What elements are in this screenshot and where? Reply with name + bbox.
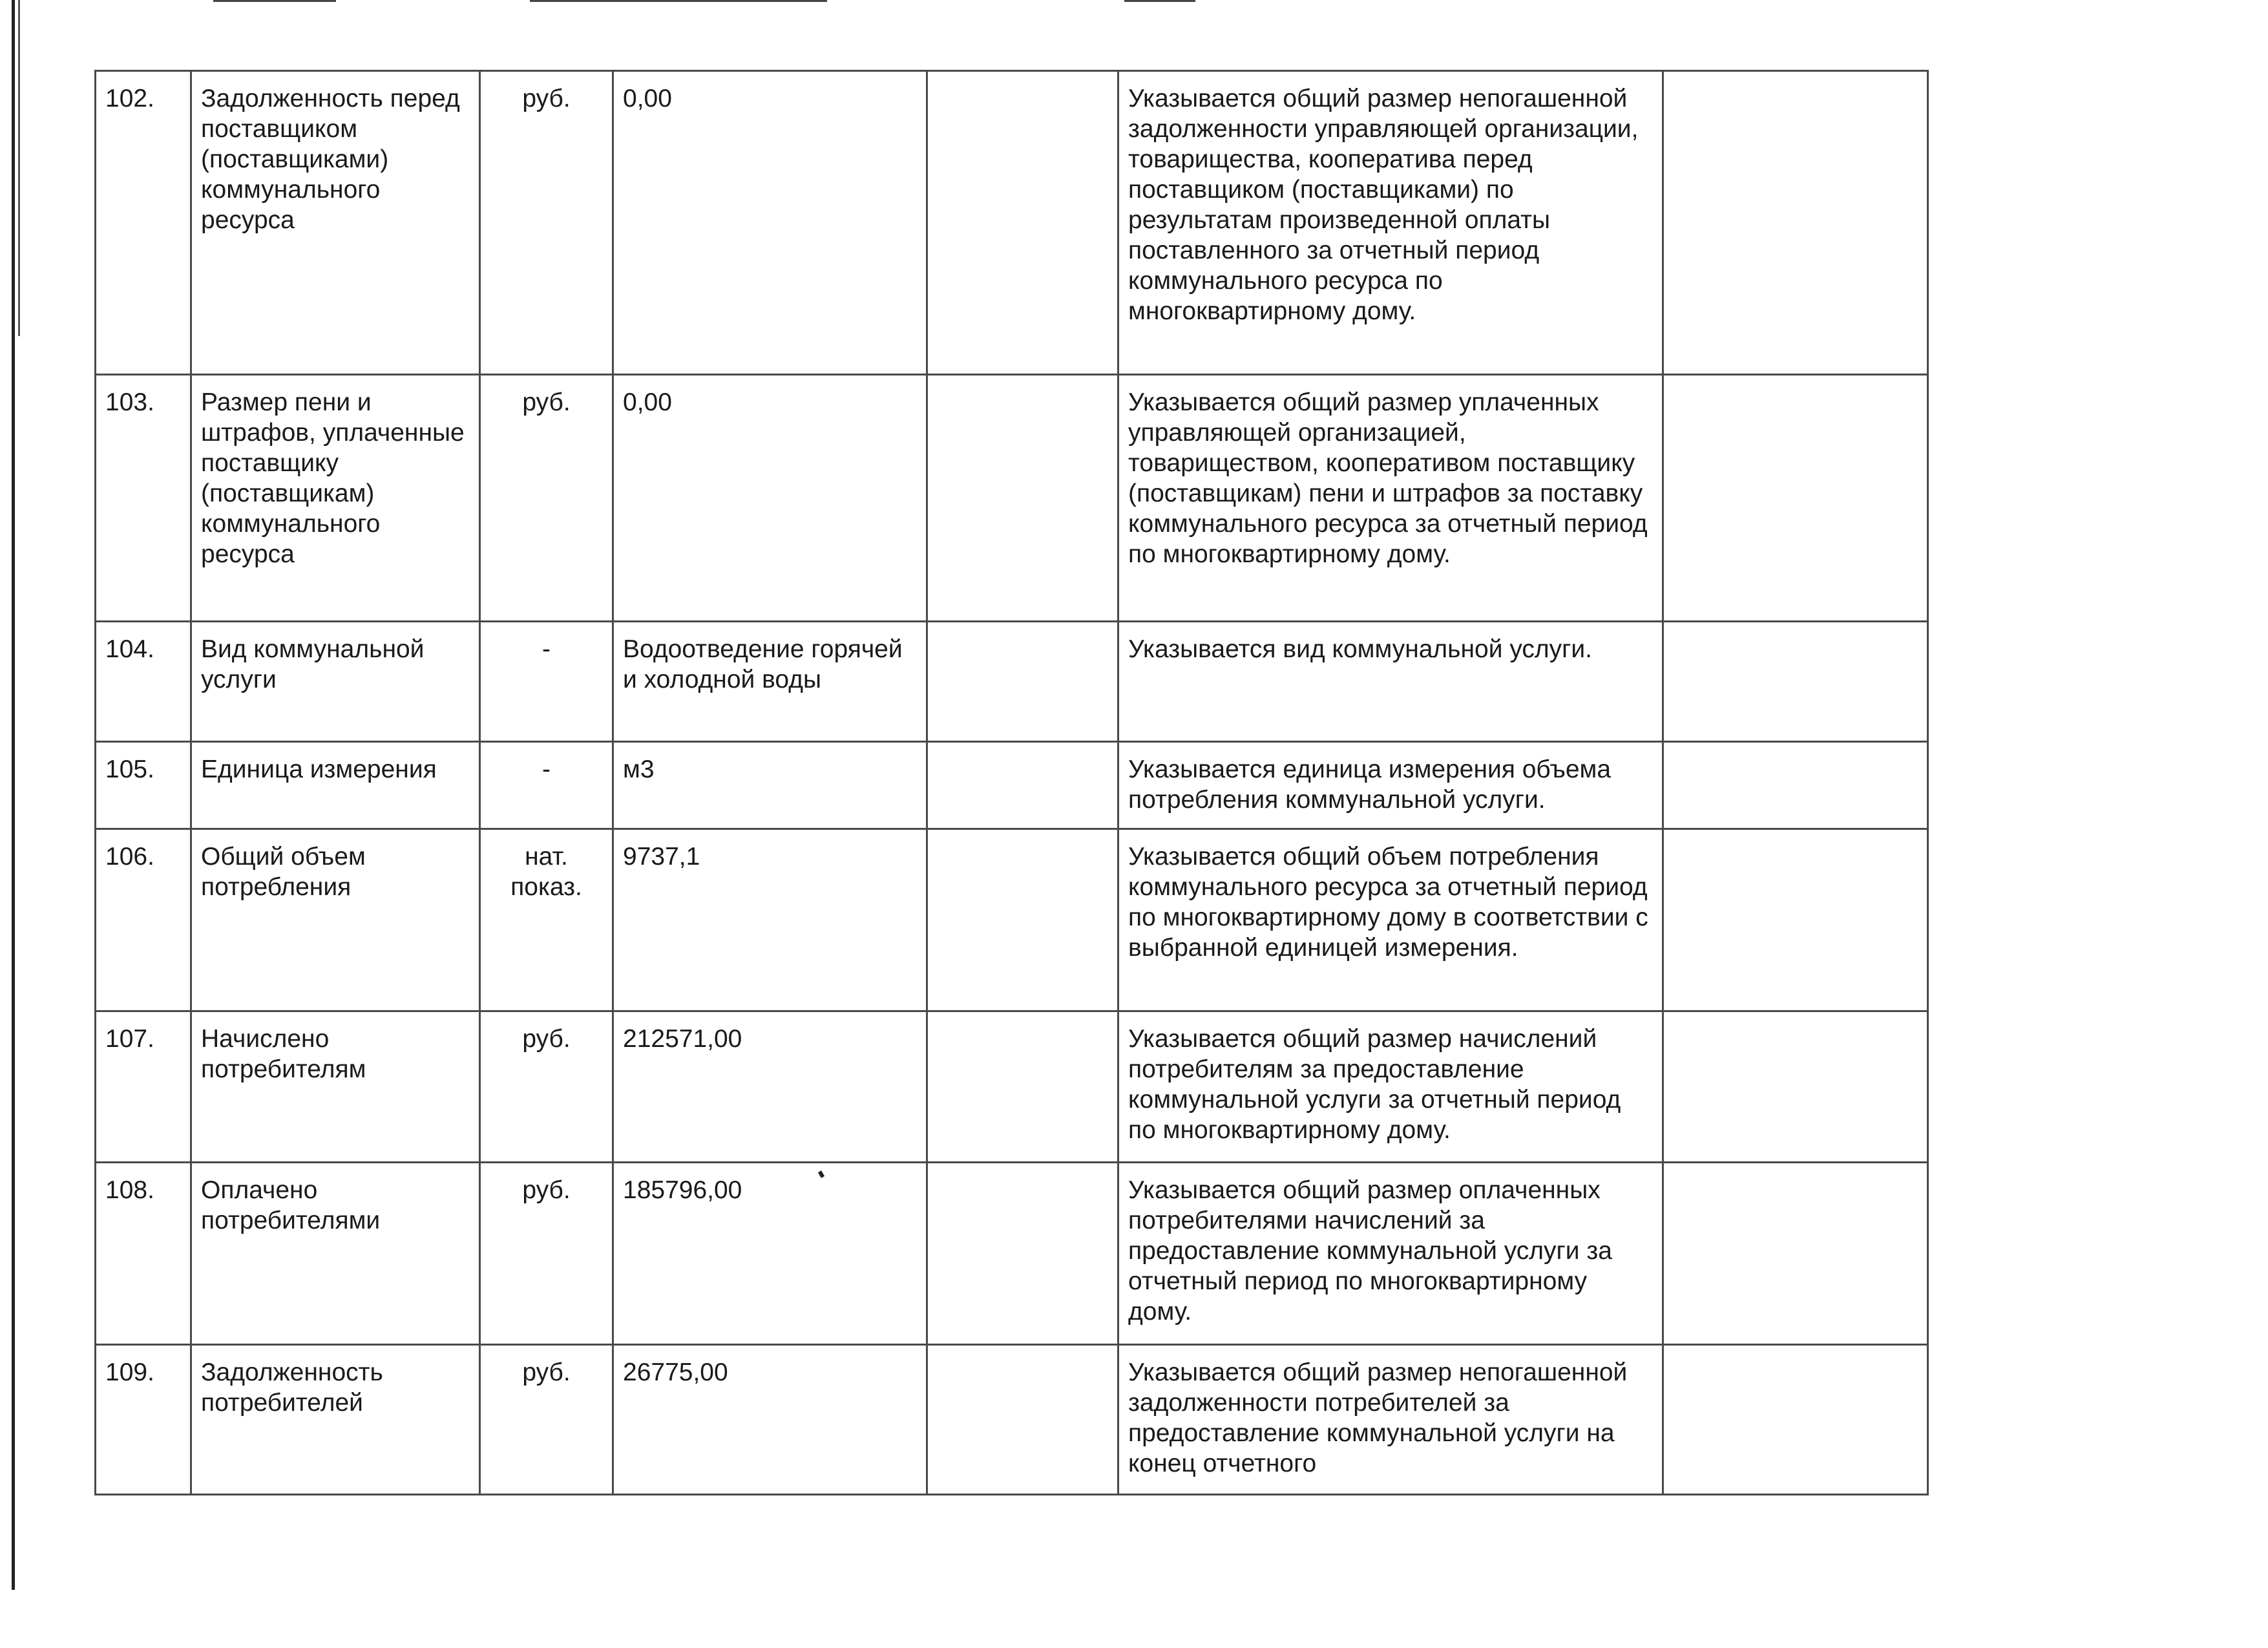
unit-cell: - <box>480 742 613 829</box>
value-cell: 0,00 <box>613 71 927 375</box>
table-row <box>96 742 1928 829</box>
indicator-name: Размер пени и штрафов, уплаченные поставщику (поставщикам) коммунального ресурса <box>191 375 480 622</box>
scan-top-mark <box>1124 0 1195 2</box>
note-cell <box>1663 71 1928 375</box>
description-cell: Указывается общий размер непогашенной задолженности потребителей за предоставление коммунальной услуги на конец отчетного <box>1118 1345 1663 1495</box>
utility-report-table <box>94 70 1929 1495</box>
empty-cell <box>927 375 1118 622</box>
empty-cell <box>927 1345 1118 1495</box>
empty-cell <box>927 742 1118 829</box>
row-number: 104. <box>96 622 191 742</box>
unit-cell: руб. <box>480 375 613 622</box>
indicator-name: Начислено потребителям <box>191 1011 480 1163</box>
row-number: 102. <box>96 71 191 375</box>
unit-cell: руб. <box>480 1345 613 1495</box>
note-cell <box>1663 1345 1928 1495</box>
table-row <box>96 71 1928 375</box>
description-cell: Указывается общий размер оплаченных потребителями начислений за предоставление коммунальной услуги за отчетный период по многоквартирному дому. <box>1118 1163 1663 1345</box>
table-row <box>96 1163 1928 1345</box>
unit-cell: руб. <box>480 1163 613 1345</box>
row-number: 105. <box>96 742 191 829</box>
scan-top-mark <box>213 0 336 2</box>
unit-cell: руб. <box>480 71 613 375</box>
empty-cell <box>927 829 1118 1011</box>
note-cell <box>1663 622 1928 742</box>
note-cell <box>1663 1011 1928 1163</box>
value-cell: м3 <box>613 742 927 829</box>
description-cell: Указывается единица измерения объема потребления коммунальной услуги. <box>1118 742 1663 829</box>
table-row <box>96 622 1928 742</box>
indicator-name: Вид коммунальной услуги <box>191 622 480 742</box>
indicator-name: Задолженность потребителей <box>191 1345 480 1495</box>
value-cell: Водоотведение горячей и холодной воды <box>613 622 927 742</box>
table-row <box>96 829 1928 1011</box>
value-cell: 0,00 <box>613 375 927 622</box>
row-number: 109. <box>96 1345 191 1495</box>
value-cell: 185796,00 <box>613 1163 927 1345</box>
note-cell <box>1663 375 1928 622</box>
empty-cell <box>927 1011 1118 1163</box>
row-number: 108. <box>96 1163 191 1345</box>
note-cell <box>1663 829 1928 1011</box>
description-cell: Указывается общий размер уплаченных управляющей организацией, товариществом, кооперативом поставщику (поставщикам) пени и штрафов за поставку коммунального ресурса за отчетный период по многоквартирному дому. <box>1118 375 1663 622</box>
table-row <box>96 1345 1928 1495</box>
table-row <box>96 375 1928 622</box>
indicator-name: Задолженность перед поставщиком (поставщиками) коммунального ресурса <box>191 71 480 375</box>
note-cell <box>1663 742 1928 829</box>
scan-top-mark <box>530 0 827 2</box>
description-cell: Указывается общий размер непогашенной задолженности управляющей организации, товарищества, кооператива перед поставщиком (поставщиками) по результатам произведенной оплаты поставленного за отчетный период коммунального ресурса по многоквартирному дому. <box>1118 71 1663 375</box>
value-cell: 212571,00 <box>613 1011 927 1163</box>
empty-cell <box>927 1163 1118 1345</box>
row-number: 103. <box>96 375 191 622</box>
unit-cell: нат. показ. <box>480 829 613 1011</box>
description-cell: Указывается общий объем потребления коммунального ресурса за отчетный период по многоквартирному дому в соответствии с выбранной единицей измерения. <box>1118 829 1663 1011</box>
empty-cell <box>927 71 1118 375</box>
empty-cell <box>927 622 1118 742</box>
row-number: 107. <box>96 1011 191 1163</box>
indicator-name: Единица измерения <box>191 742 480 829</box>
row-number: 106. <box>96 829 191 1011</box>
indicator-name: Общий объем потребления <box>191 829 480 1011</box>
scan-edge-mark <box>12 0 15 1590</box>
table-row <box>96 1011 1928 1163</box>
indicator-name: Оплачено потребителями <box>191 1163 480 1345</box>
scan-edge-mark <box>18 0 20 336</box>
description-cell: Указывается вид коммунальной услуги. <box>1118 622 1663 742</box>
unit-cell: руб. <box>480 1011 613 1163</box>
note-cell <box>1663 1163 1928 1345</box>
value-cell: 26775,00 <box>613 1345 927 1495</box>
description-cell: Указывается общий размер начислений потребителям за предоставление коммунальной услуги за отчетный период по многоквартирному дому. <box>1118 1011 1663 1163</box>
value-cell: 9737,1 <box>613 829 927 1011</box>
unit-cell: - <box>480 622 613 742</box>
